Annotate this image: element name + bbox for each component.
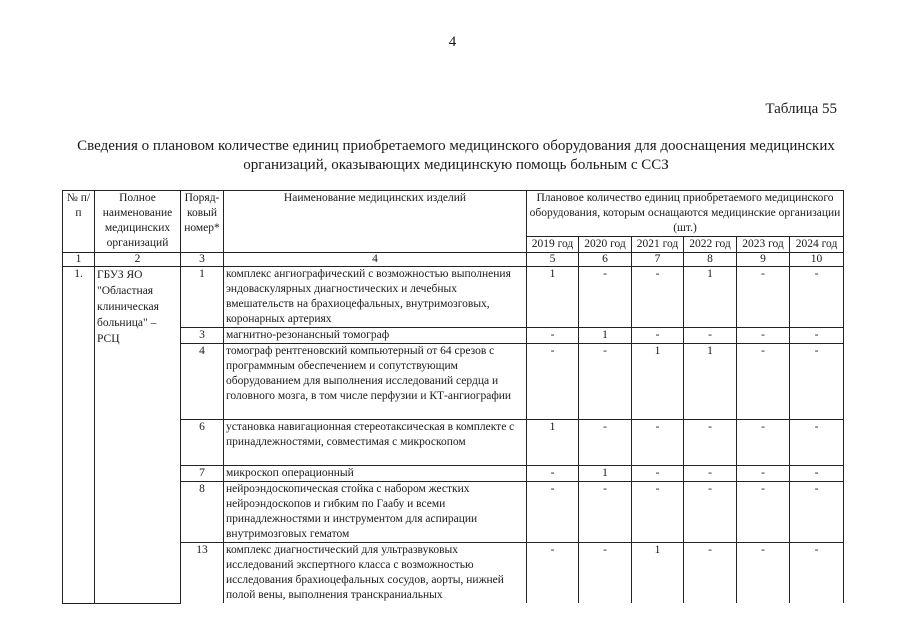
- row-name: нейроэндоскопическая стойка с набором жестких нейроэндоскопов и гибким по Гаабу и всеми принадлежностями и инструментом для аспирации внутримозговых гематом: [224, 482, 527, 543]
- row-order: 8: [181, 482, 224, 543]
- row-value: -: [684, 543, 737, 604]
- row-value: -: [790, 328, 844, 344]
- row-value: -: [684, 482, 737, 543]
- row-value: -: [684, 328, 737, 344]
- column-index: 1: [63, 253, 95, 267]
- row-value: -: [527, 466, 579, 482]
- row-value: -: [737, 420, 790, 466]
- header-name: Наименование медицинских изделий: [224, 191, 527, 253]
- row-name: комплекс ангиографический с возможностью выполнения эндоваскулярных диагностических и лечебных вмешательств на брахиоцефальных, внутримозговых, коронарных артериях: [224, 267, 527, 328]
- row-value: -: [579, 267, 632, 328]
- row-value: 1: [632, 344, 684, 420]
- table-row: [63, 344, 844, 420]
- row-value: -: [632, 267, 684, 328]
- row-value: -: [632, 328, 684, 344]
- header-order: Поряд-ковый номер*: [181, 191, 224, 253]
- header-year-2019: 2019 год: [527, 237, 579, 253]
- table-label: Таблица 55: [765, 101, 837, 117]
- table-row: [63, 328, 844, 344]
- column-index: 6: [579, 253, 632, 267]
- row-value: -: [579, 344, 632, 420]
- table-row: [63, 420, 844, 466]
- row-value: -: [684, 466, 737, 482]
- row-value: -: [527, 344, 579, 420]
- header-num: № п/п: [63, 191, 95, 253]
- header-year-2022: 2022 год: [684, 237, 737, 253]
- row-value: 1: [632, 543, 684, 604]
- row-value: -: [790, 420, 844, 466]
- row-order: 6: [181, 420, 224, 466]
- column-index: 10: [790, 253, 844, 267]
- column-index: 7: [632, 253, 684, 267]
- row-order: 3: [181, 328, 224, 344]
- row-value: -: [579, 482, 632, 543]
- table-row: [63, 466, 844, 482]
- row-value: -: [790, 344, 844, 420]
- row-value: -: [790, 482, 844, 543]
- header-year-2023: 2023 год: [737, 237, 790, 253]
- row-value: 1: [684, 344, 737, 420]
- row-value: -: [527, 328, 579, 344]
- column-index: 4: [224, 253, 527, 267]
- row-value: -: [632, 420, 684, 466]
- header-year-2021: 2021 год: [632, 237, 684, 253]
- title-line-1: Сведения о плановом количестве единиц приобретаемого медицинского оборудования для дооснащения медицинских: [77, 138, 835, 154]
- row-value: -: [790, 466, 844, 482]
- table-title: [40, 137, 872, 175]
- row-value: -: [527, 543, 579, 604]
- table-row: [63, 482, 844, 543]
- row-value: -: [790, 543, 844, 604]
- row-value: -: [790, 267, 844, 328]
- column-index: 5: [527, 253, 579, 267]
- table-row: [63, 267, 844, 328]
- row-order: 1: [181, 267, 224, 328]
- row-name: установка навигационная стереотаксическая в комплекте с принадлежностями, совместимая с микроскопом: [224, 420, 527, 466]
- row-name: комплекс диагностический для ультразвуковых исследований экспертного класса с возможностью исследования брахиоцефальных сосудов, аорты, нижней полой вены, выполнения транскраниальных: [224, 543, 527, 604]
- row-value: 1: [579, 328, 632, 344]
- header-year-2020: 2020 год: [579, 237, 632, 253]
- org-number: 1.: [63, 267, 95, 604]
- row-order: 13: [181, 543, 224, 604]
- equipment-table: [62, 190, 844, 604]
- row-value: -: [579, 543, 632, 604]
- row-value: -: [737, 344, 790, 420]
- row-name: томограф рентгеновский компьютерный от 64 срезов с программным обеспечением и сопутствующим оборудованием для выполнения исследований сердца и головного мозга, в том числе перфузии и КТ-ангиографии: [224, 344, 527, 420]
- row-value: -: [527, 482, 579, 543]
- column-index: 9: [737, 253, 790, 267]
- header-year-2024: 2024 год: [790, 237, 844, 253]
- row-name: микроскоп операционный: [224, 466, 527, 482]
- row-order: 4: [181, 344, 224, 420]
- row-value: -: [632, 482, 684, 543]
- row-value: -: [632, 466, 684, 482]
- header-planned: Плановое количество единиц приобретаемого медицинского оборудования, которым оснащаются медицинские организации (шт.): [527, 191, 844, 237]
- table-row: [63, 543, 844, 604]
- row-order: 7: [181, 466, 224, 482]
- row-value: 1: [579, 466, 632, 482]
- row-value: -: [737, 328, 790, 344]
- row-value: -: [684, 420, 737, 466]
- row-value: 1: [527, 420, 579, 466]
- org-name: ГБУЗ ЯО "Областная клиническая больница" – РСЦ: [95, 267, 181, 604]
- row-value: 1: [527, 267, 579, 328]
- row-value: -: [737, 543, 790, 604]
- column-index-row: [63, 253, 844, 267]
- title-line-2: организаций, оказывающих медицинскую помощь больным с ССЗ: [243, 157, 669, 173]
- row-value: 1: [684, 267, 737, 328]
- row-value: -: [737, 482, 790, 543]
- column-index: 2: [95, 253, 181, 267]
- header-org: Полное наименование медицинских организаций: [95, 191, 181, 253]
- row-value: -: [579, 420, 632, 466]
- row-value: -: [737, 267, 790, 328]
- row-value: -: [737, 466, 790, 482]
- column-index: 3: [181, 253, 224, 267]
- column-index: 8: [684, 253, 737, 267]
- page-number: 4: [448, 34, 457, 50]
- row-name: магнитно-резонансный томограф: [224, 328, 527, 344]
